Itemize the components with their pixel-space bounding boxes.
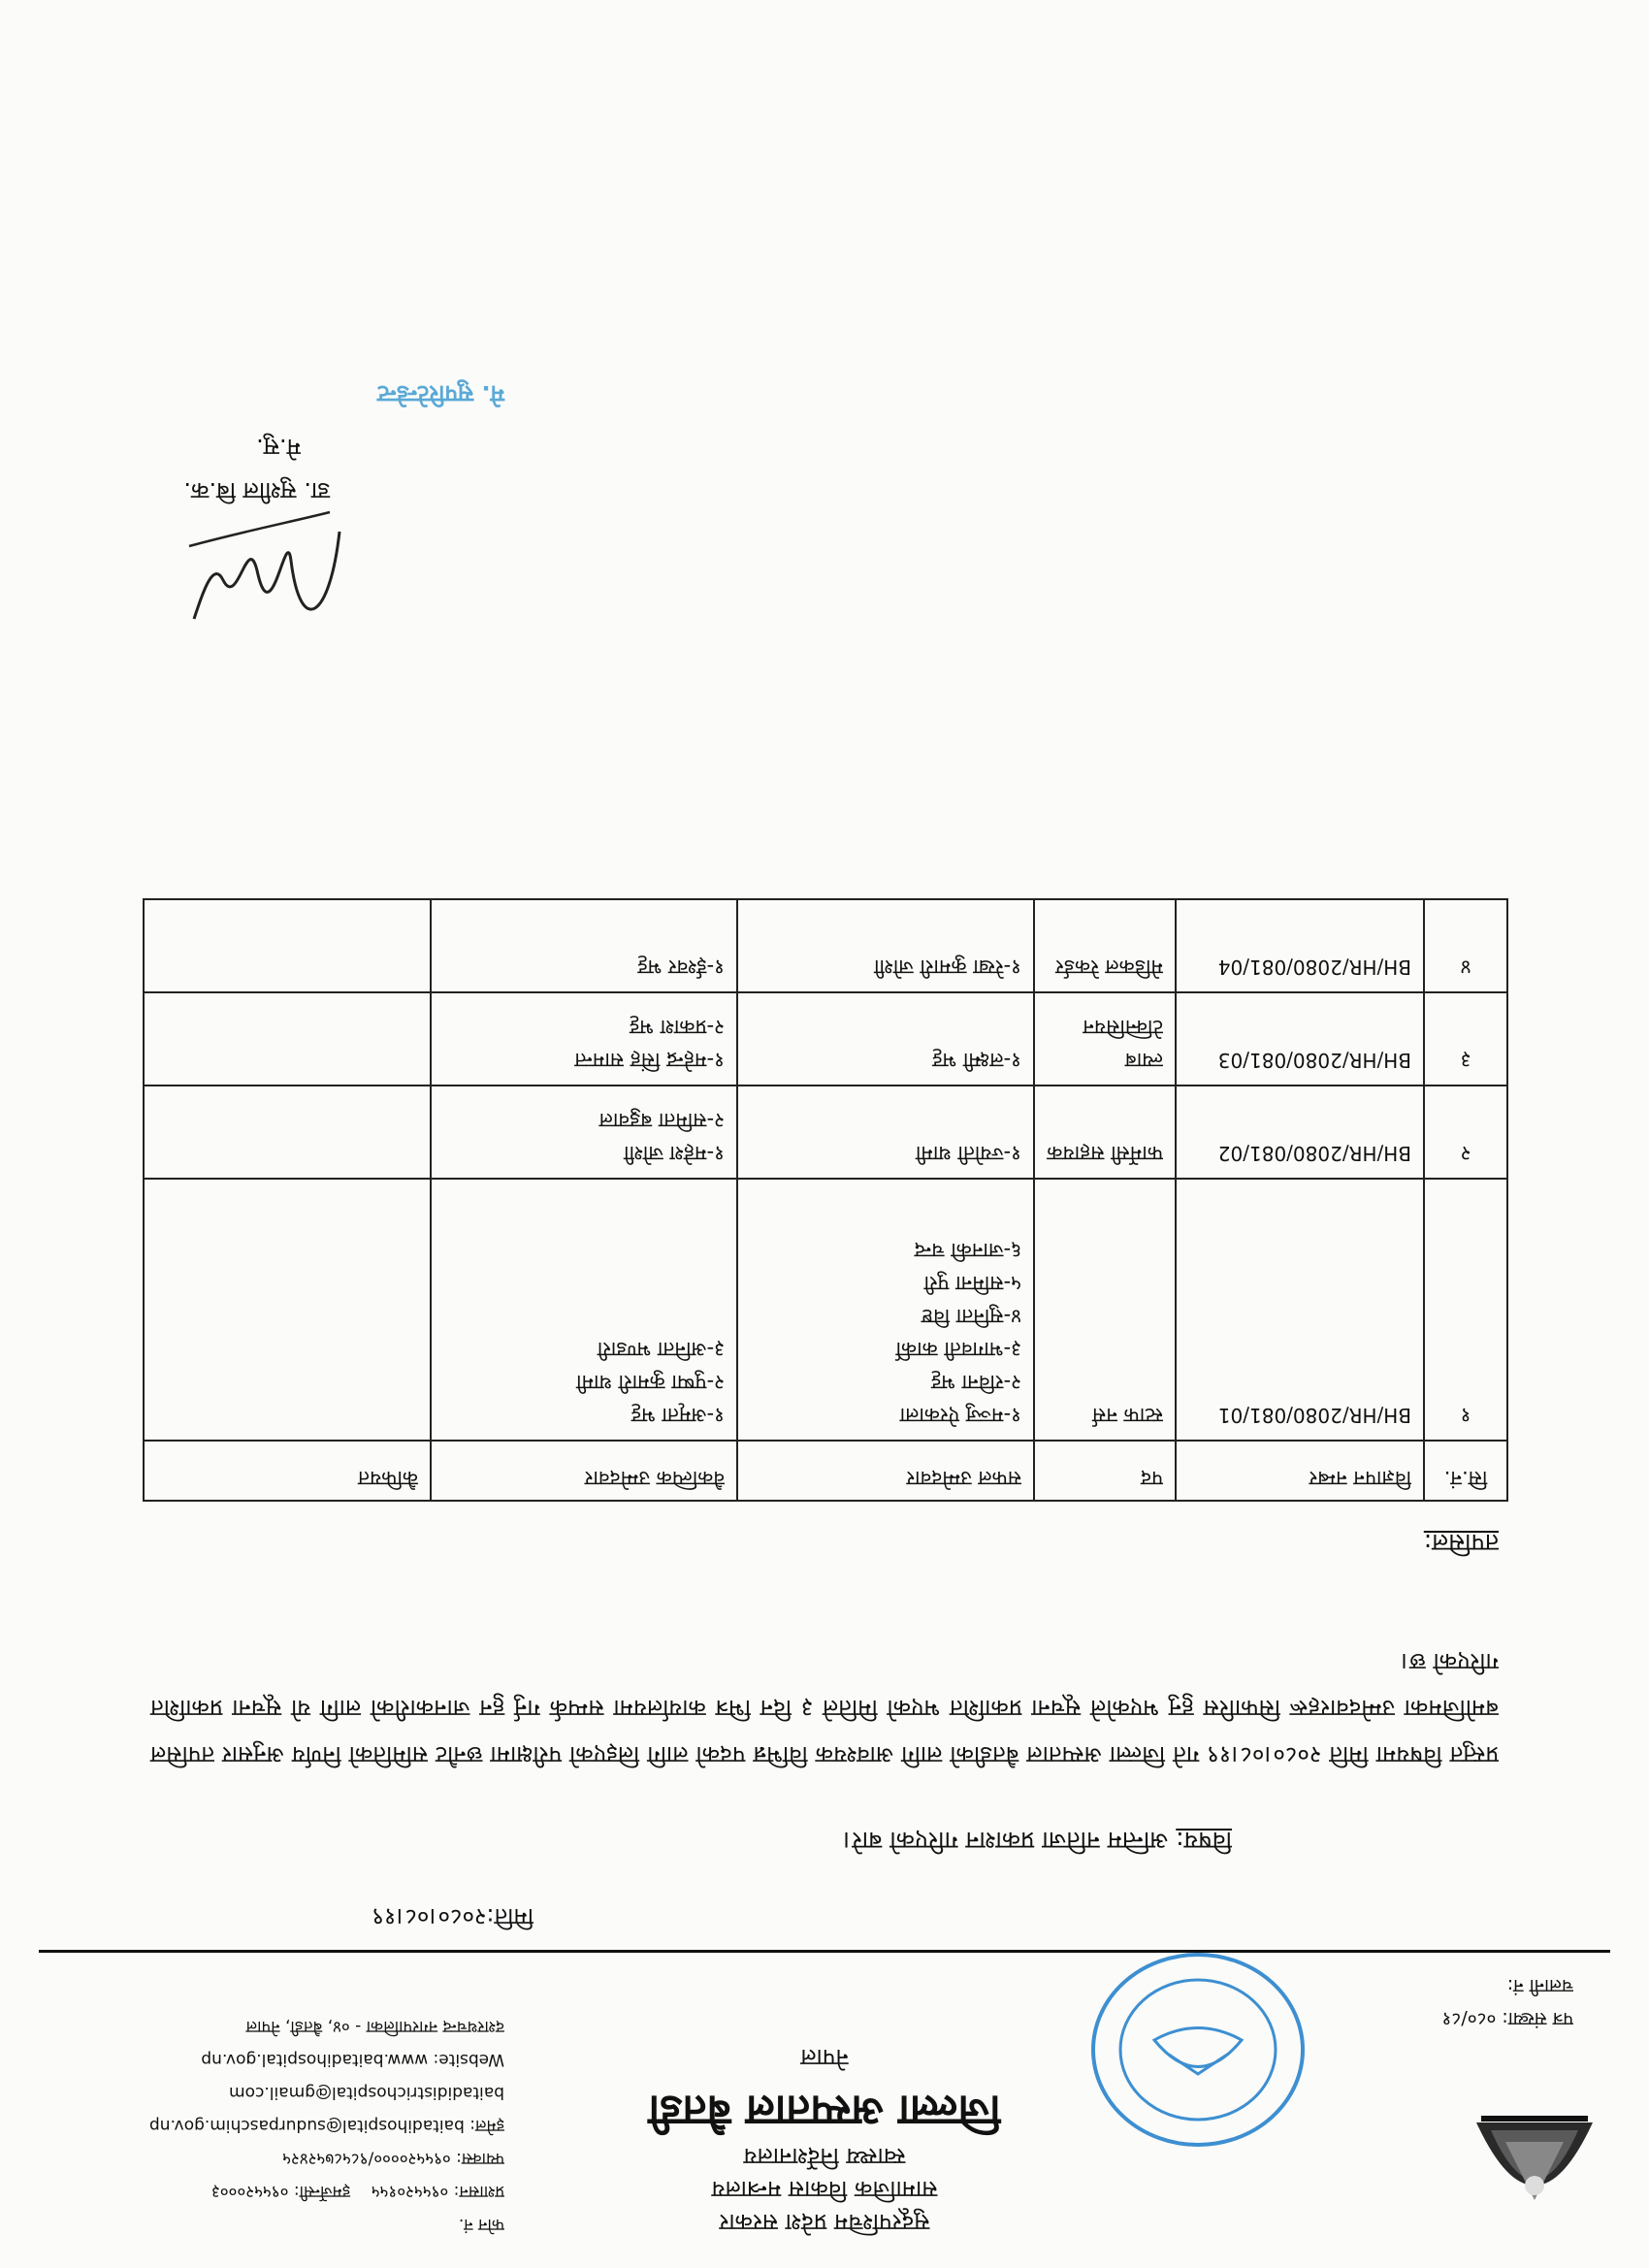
- signatory-name: डा. सुशील बि.क.: [183, 477, 330, 504]
- result-table: [143, 898, 1508, 1502]
- candidate-name: २-पुष्पा कुमारी थामी: [576, 1371, 725, 1394]
- cell-post: ल्याब टेक्निसियन: [1034, 992, 1176, 1085]
- candidate-name: ५-समिना पुरी: [923, 1272, 1021, 1295]
- table-row: [144, 992, 1507, 1085]
- candidate-name: १-लक्ष्मी भट्ट: [932, 1049, 1021, 1072]
- header-post: पद: [1034, 1441, 1176, 1501]
- table-row: [144, 899, 1507, 992]
- contact-block: [39, 2010, 504, 2241]
- dispatch-label: चलानी नं:: [1506, 1975, 1573, 1996]
- candidate-name: १-महेश जोशी: [624, 1142, 725, 1165]
- office-stamp-icon: [1086, 1948, 1310, 2152]
- candidate-name: २-रविना भट्ट: [930, 1371, 1021, 1394]
- table-header-row: [144, 1441, 1507, 1501]
- cell-remarks: [144, 899, 431, 992]
- cell-alternate: [431, 1179, 737, 1441]
- candidate-name: १-अमृता भट्ट: [630, 1404, 725, 1427]
- hospital-name: जिल्ला अस्पताल बैतडी: [648, 2086, 1001, 2135]
- cell-ad-no: BH/HR/2080/081/02: [1176, 1085, 1424, 1179]
- candidate-name: २-प्रकाश भट्ट: [629, 1016, 725, 1039]
- cell-successful: [737, 1179, 1034, 1441]
- office-phone: ०९५५२०१५५: [371, 2182, 449, 2201]
- cell-ad-no: BH/HR/2080/081/03: [1176, 992, 1424, 1085]
- cell-alternate: [431, 1085, 737, 1179]
- office-label: प्रशासन:: [453, 2182, 504, 2201]
- country: नेपाल: [800, 2044, 849, 2071]
- gov-line-2: सामाजिक विकास मन्त्रालय: [711, 2176, 938, 2203]
- header-alternate: वैकल्पिक उम्मेदवार: [431, 1441, 737, 1501]
- annex-label: तपसिल:: [1423, 1529, 1499, 1557]
- cell-ad-no: BH/HR/2080/081/01: [1176, 1179, 1424, 1441]
- cell-successful: [737, 992, 1034, 1085]
- email-label: इमेल:: [469, 2116, 504, 2135]
- body-paragraph: प्रस्तुत विषयमा मिति २०८०।०८।१९ गते जिल्ला अस्पताल बैतडीको लागि आवश्यक विभिन्न पदको लागि लिइएको परीक्षामा छनौट समितिको निर्णय अनुसार तपसिल बमोजिमका उम्मेदवारहरू सिफारिस हुनु भएकोले सूचना प्रकाशित भएको मितिले ३ दिन भित्र कार्यालयमा सम्पर्क गर्नु हुन जानकारीको लागि यो सूचना प्रकाशित गरिएको छ।: [150, 1648, 1499, 1768]
- fax-number: ०९५५२००००/९८५८७५२४२५: [282, 2149, 451, 2168]
- header-ad-no: विज्ञापन नम्बर: [1176, 1441, 1424, 1501]
- candidate-name: ३-भागवती कार्की: [895, 1338, 1021, 1361]
- gov-line-3: स्वास्थ्य निर्देशनालय: [743, 2143, 906, 2170]
- website-label: Website:: [433, 2050, 504, 2069]
- cell-sn: ४: [1424, 899, 1507, 992]
- address: दशरथचन्द नगरपालिका - ०४, बैतडी, नेपाल: [245, 2017, 504, 2036]
- subject-label: विषय:: [1176, 1827, 1232, 1855]
- candidate-name: १-रेखा कुमारी जोशी: [874, 956, 1021, 979]
- signature-icon: [175, 483, 369, 677]
- letterhead-divider: [39, 1950, 1610, 1953]
- fax-label: फ्याक्स:: [456, 2149, 504, 2168]
- reference-block: [1442, 1969, 1573, 2035]
- subject-line: [843, 1825, 1232, 1858]
- subject-text: अन्तिम नतिजा प्रकाशन गरिएको बारे।: [842, 1827, 1169, 1855]
- cell-remarks: [144, 1085, 431, 1179]
- candidate-name: ३-अनिता भण्डारी: [597, 1338, 725, 1361]
- ref-no-label: पत्र संख्या:: [1502, 2008, 1573, 2029]
- header-sn: सि.नं.: [1424, 1441, 1507, 1501]
- date-value: २०८०।०८।१९: [372, 1903, 487, 1930]
- nepal-emblem-icon: [1467, 2111, 1602, 2239]
- ref-no: ०८०/८१: [1441, 2008, 1497, 2029]
- email-primary: baitadihospital@sudurpaschim.gov.np: [148, 2116, 465, 2135]
- candidate-name: ६-जानकी चन्द: [914, 1239, 1021, 1262]
- header-successful: सफल उम्मेदवार: [737, 1441, 1034, 1501]
- candidate-name: २-समिता बडुवाल: [598, 1109, 725, 1132]
- cell-remarks: [144, 1179, 431, 1441]
- cell-successful: [737, 899, 1034, 992]
- letter-date: [372, 1901, 534, 1933]
- date-label: मिति:: [486, 1903, 534, 1930]
- candidate-name: १-महेन्द्र सिंह सामन्त: [574, 1049, 725, 1072]
- candidate-name: १-ज्योती थामी: [915, 1142, 1021, 1165]
- signatory-stamp: मे. सुपरिटेन्डेन्ट: [377, 380, 504, 407]
- candidate-name: १-मञ्जु ऐरकाला: [899, 1404, 1021, 1427]
- header-remarks: कैफियत: [144, 1441, 431, 1501]
- cell-alternate: [431, 899, 737, 992]
- cell-sn: ३: [1424, 992, 1507, 1085]
- website-url: www.baitadihospital.gov.np: [201, 2050, 429, 2069]
- emergency-phone: ०९५५२०००३: [210, 2182, 289, 2201]
- candidate-name: ४-सुनिता विष्ट: [921, 1305, 1021, 1328]
- emergency-label: इमर्जेन्सी:: [293, 2182, 351, 2201]
- cell-alternate: [431, 992, 737, 1085]
- cell-sn: २: [1424, 1085, 1507, 1179]
- table-row: [144, 1085, 1507, 1179]
- cell-post: स्टाफ नर्स: [1034, 1179, 1176, 1441]
- cell-remarks: [144, 992, 431, 1085]
- cell-post: फार्मेसी सहायक: [1034, 1085, 1176, 1179]
- cell-successful: [737, 1085, 1034, 1179]
- phone-label: फोन नं.: [458, 2215, 504, 2234]
- table-row: [144, 1179, 1507, 1441]
- signatory-title: मे.सु.: [256, 434, 301, 461]
- cell-ad-no: BH/HR/2080/081/04: [1176, 899, 1424, 992]
- candidate-name: १-ईश्वर भट्ट: [637, 956, 725, 979]
- email-secondary: baitadidistrichospital@gmail.com: [229, 2083, 504, 2102]
- cell-post: मेडिकल रेकर्डर: [1034, 899, 1176, 992]
- cell-sn: १: [1424, 1179, 1507, 1441]
- gov-line-1: सुदूरपश्चिम प्रदेश सरकार: [719, 2209, 930, 2236]
